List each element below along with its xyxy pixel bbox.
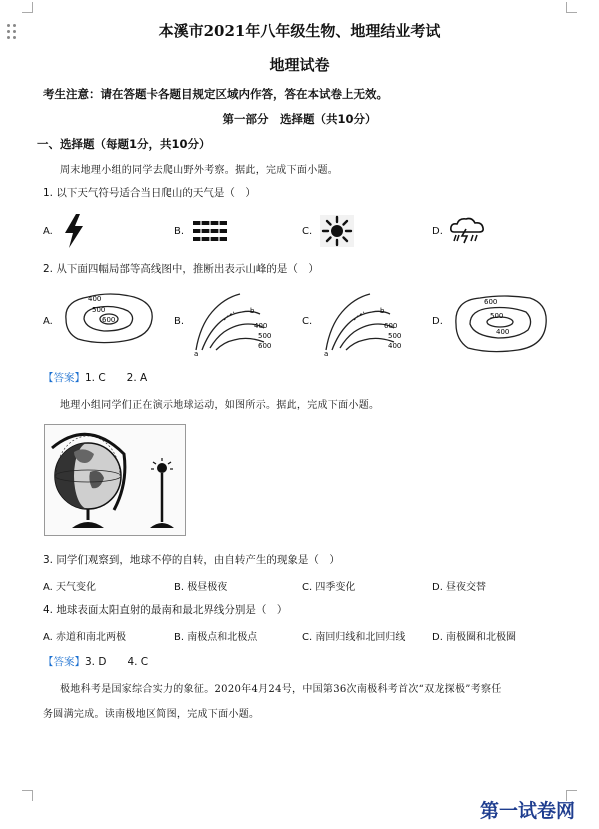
q1-option-d-label[interactable]: D. — [432, 226, 443, 237]
q4-option-b[interactable]: B. 南极点和北极点 — [174, 632, 258, 643]
q1-option-b-label[interactable]: B. — [174, 226, 185, 237]
map-a-label-outer: 400 — [88, 295, 102, 303]
thunder-rain-icon — [448, 216, 488, 246]
q4-option-d[interactable]: D. 南极圈和北极圈 — [432, 632, 517, 643]
map-a-label-middle: 500 — [92, 306, 106, 314]
answer-text: 3. D 4. C — [85, 656, 149, 668]
map-c-label-400: 400 — [388, 342, 402, 350]
answer-block-1 — [43, 370, 147, 385]
answer-block-2 — [43, 654, 148, 669]
lightning-icon — [62, 213, 86, 249]
crop-mark-bottom-left — [22, 790, 33, 801]
q3-option-d[interactable]: D. 昼夜交替 — [432, 582, 487, 593]
answer-text: 1. C 2. A — [85, 372, 148, 384]
exam-subtitle: 地理试卷 — [269, 56, 330, 74]
sunny-icon — [320, 215, 354, 247]
contour-map-a — [58, 287, 160, 349]
map-b-label-400: 400 — [254, 322, 268, 330]
answer-tag: 【答案】 — [43, 372, 85, 384]
fog-haze-icon — [192, 220, 228, 242]
intro-text-1: 周末地理小组的同学去爬山野外考察。据此，完成下面小题。 — [60, 165, 339, 176]
map-b-label-600: 600 — [258, 342, 272, 350]
q1-option-c-label[interactable]: C. — [302, 226, 313, 237]
map-c-label-a: a — [324, 350, 329, 356]
map-b-label-500: 500 — [258, 332, 272, 340]
q2-option-b-label[interactable]: B. — [174, 316, 185, 327]
question-2: 2. 从下面四幅局部等高线图中，推断出表示山峰的是（ ） — [43, 263, 319, 275]
q3-option-a[interactable]: A. 天气变化 — [43, 582, 97, 593]
exam-notice: 考生注意：请在答题卡各题目规定区域内作答，答在本试卷上无效。 — [43, 87, 388, 101]
q3-option-b[interactable]: B. 极昼极夜 — [174, 582, 228, 593]
map-c-label-600: 600 — [384, 322, 398, 330]
site-logo: 第一试卷网 — [480, 800, 576, 822]
crop-mark-top-right — [566, 2, 577, 13]
section-heading: 一、选择题（每题1分，共10分） — [37, 137, 211, 151]
q4-option-a[interactable]: A. 赤道和南北两极 — [43, 632, 127, 643]
globe-lamp-figure — [44, 424, 186, 536]
intro-text-3-line-2: 务圆满完成。读南极地区简图，完成下面小题。 — [43, 709, 260, 720]
part-heading: 第一部分 选择题（共10分） — [222, 112, 377, 126]
crop-mark-top-left — [22, 2, 33, 13]
contour-map-b — [188, 290, 280, 356]
exam-title: 本溪市2021年八年级生物、地理结业考试 — [158, 22, 441, 40]
map-b-label-b: b — [250, 307, 255, 315]
contour-map-d — [450, 290, 552, 358]
map-d-label-outer: 600 — [484, 298, 498, 306]
q2-option-d-label[interactable]: D. — [432, 316, 443, 327]
map-a-label-inner: 600 — [102, 316, 116, 324]
map-c-label-b: b — [380, 307, 385, 315]
map-c-label-500: 500 — [388, 332, 402, 340]
contour-map-c — [318, 290, 410, 356]
q4-option-c[interactable]: C. 南回归线和北回归线 — [302, 632, 406, 643]
intro-text-3-line-1: 极地科考是国家综合实力的象征。2020年4月24号，中国第36次南极科考首次“双龙探极”考察任 — [60, 684, 502, 695]
q2-option-c-label[interactable]: C. — [302, 316, 313, 327]
map-d-label-middle: 500 — [490, 312, 504, 320]
intro-text-2: 地理小组同学们正在演示地球运动，如图所示。据此，完成下面小题。 — [60, 400, 380, 411]
answer-tag: 【答案】 — [43, 656, 85, 668]
map-d-label-inner: 400 — [496, 328, 510, 336]
map-b-label-a: a — [194, 350, 199, 356]
q2-option-a-label[interactable]: A. — [43, 316, 53, 327]
question-3: 3. 同学们观察到，地球不停的自转，由自转产生的现象是（ ） — [43, 554, 340, 566]
question-1: 1. 以下天气符号适合当日爬山的天气是（ ） — [43, 187, 256, 199]
question-4: 4. 地球表面太阳直射的最南和最北界线分别是（ ） — [43, 604, 288, 616]
q1-option-a-label[interactable]: A. — [43, 226, 53, 237]
q3-option-c[interactable]: C. 四季变化 — [302, 582, 356, 593]
